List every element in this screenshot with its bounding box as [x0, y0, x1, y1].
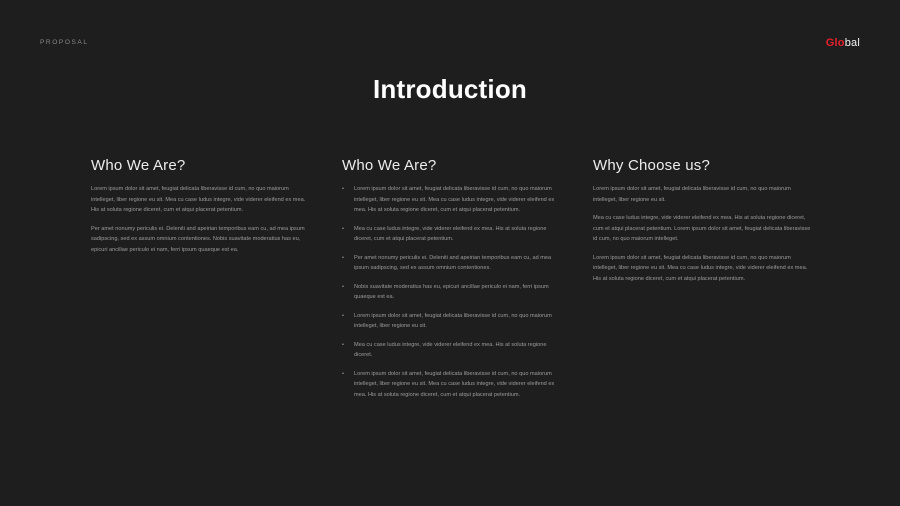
logo-part-2: bal: [844, 37, 860, 49]
column-who-we-are: [91, 156, 309, 263]
list-item-text: Lorem ipsum dolor sit amet, feugiat delicata liberavisse id cum, no quo maiorum intelleget, liber regione eu sit. Mea cu case ludus integre, vide viderer eleifend ex mea. His at soluta regione diceret, cum et atqui placerat petentium.: [354, 370, 555, 398]
bullet-icon: •: [342, 283, 344, 290]
column-who-we-are-list: [342, 156, 560, 408]
paragraph: Lorem ipsum dolor sit amet, feugiat delicata liberavisse id cum, no quo maiorum intelleget, liber regione eu sit. Mea cu case ludus integre, vide viderer eleifend ex mea. His at soluta regione diceret, cum et atqui placerat petentium.: [593, 254, 808, 282]
column-why-choose-us: [593, 156, 811, 292]
column-heading: Why Choose us?: [593, 157, 711, 174]
bullet-icon: •: [342, 341, 344, 348]
list-item-text: Mea cu case ludus integre, vide viderer eleifend ex mea. His at soluta regione diceret, cum et atqui placerat petentium.: [354, 225, 547, 242]
paragraph: Per amet nonumy periculis ei. Deleniti and apeirian temporibus eam cu, ad mea ipsum sadipscing, sed ex assum omnium contentiones. Nobis suavitate moderatius has eu, epicuri ancillae periculo ei nam, ferri ipsum quaeque est ea.: [91, 225, 305, 253]
bullet-icon: •: [342, 312, 344, 319]
bullet-list: [342, 184, 560, 400]
column-heading: Who We Are?: [91, 157, 186, 174]
list-item: [342, 224, 560, 245]
paragraph: Mea cu case ludus integre, vide viderer eleifend ex mea. His at soluta regione diceret, cum et atqui placerat petentium. Lorem ipsum dolor sit amet, feugiat delicata liberavisse id cum, no quo maiorum intelleget.: [593, 215, 811, 242]
list-item-text: Nobis suavitate moderatius has eu, epicuri ancillae periculo ei nam, ferri ipsum quaeque est ea.: [354, 283, 549, 300]
page-title: Introduction: [372, 74, 528, 104]
list-item: [342, 369, 560, 401]
paragraph: Lorem ipsum dolor sit amet, feugiat delicata liberavisse id cum, no quo maiorum intelleget, liber regione eu sit.: [593, 186, 791, 203]
list-item: [342, 282, 560, 303]
bullet-icon: •: [342, 370, 344, 377]
logo-part-1: Glo: [825, 37, 845, 49]
bullet-icon: •: [342, 225, 344, 232]
list-item-text: Lorem ipsum dolor sit amet, feugiat delicata liberavisse id cum, no quo maiorum intelleget, liber regione eu sit. Mea cu case ludus integre, vide viderer eleifend ex mea. His at soluta regione diceret, cum et atqui placerat petentium.: [354, 186, 555, 213]
column-heading: Who We Are?: [342, 157, 437, 174]
list-item: [342, 340, 560, 361]
list-item: [342, 253, 560, 274]
list-item: [342, 311, 560, 332]
brand-logo: [826, 37, 860, 49]
list-item: [342, 184, 560, 216]
list-item-text: Mea cu case ludus integre, vide viderer eleifend ex mea. His at soluta regione diceret.: [354, 341, 547, 358]
paragraph: Lorem ipsum dolor sit amet, feugiat delicata liberavisse id cum, no quo maiorum intelleget, liber regione eu sit. Mea cu case ludus integre, vide viderer eleifend ex mea. His at soluta regione diceret, cum et atqui placerat petentium.: [91, 186, 306, 213]
proposal-label: PROPOSAL: [40, 39, 89, 46]
list-item-text: Per amet nonumy periculis ei. Deleniti and apeirian temporibus eam cu, ad mea ipsum sadipscing, sed ex assum omnium contentiones.: [354, 254, 552, 271]
bullet-icon: •: [342, 186, 344, 192]
list-item-text: Lorem ipsum dolor sit amet, feugiat delicata liberavisse id cum, no quo maiorum intelleget, liber regione eu sit.: [354, 312, 552, 329]
bullet-icon: •: [342, 254, 344, 261]
